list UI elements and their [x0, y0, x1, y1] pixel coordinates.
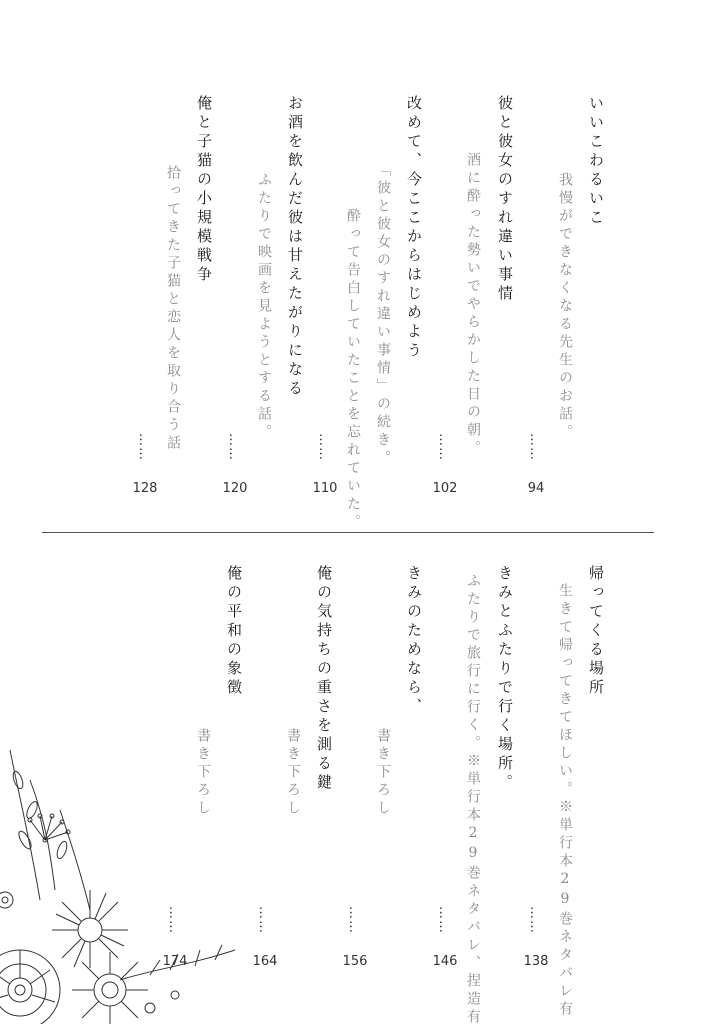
toc-desc-3a: 「彼と彼女のすれ違い事情」の続き。: [375, 162, 391, 468]
toc-desc-2: 酒に酔った勢いでやらかした日の朝。: [465, 152, 481, 458]
toc-desc-7: ふたりで旅行に行く。※単行本29巻ネタバレ、捏造有: [465, 573, 481, 1027]
page-number-5: 128: [132, 481, 158, 496]
page-number-7: 146: [432, 954, 458, 969]
leader-dots-3: ……: [316, 433, 331, 461]
toc-desc-1: 我慢ができなくなる先生のお話。: [557, 172, 573, 442]
leader-dots-6: ……: [527, 906, 542, 934]
page-number-6: 138: [523, 954, 549, 969]
leader-dots-8: ……: [346, 906, 361, 934]
toc-desc-9: 書き下ろし: [285, 728, 301, 818]
toc-title-10[interactable]: 俺の平和の象徴: [225, 565, 243, 698]
toc-desc-3b: 酔って告白していたことを忘れていた。: [345, 208, 361, 532]
page-number-8: 156: [342, 954, 368, 969]
leader-dots-4: ……: [226, 433, 241, 461]
toc-title-2[interactable]: 彼と彼女のすれ違い事情: [496, 95, 514, 304]
page-number-4: 120: [222, 481, 248, 496]
toc-title-5[interactable]: 俺と子猫の小規模戦争: [195, 95, 213, 285]
toc-title-6[interactable]: 帰ってくる場所: [587, 565, 605, 698]
toc-title-7[interactable]: きみとふたりで行く場所。: [496, 565, 514, 793]
leader-dots-1: ……: [527, 433, 542, 461]
leader-dots-5: ……: [136, 433, 151, 461]
leader-dots-9: ……: [256, 906, 271, 934]
toc-title-3[interactable]: 改めて、今ここからはじめよう: [405, 95, 423, 361]
leader-dots-7: ……: [436, 906, 451, 934]
page-number-1: 94: [527, 481, 545, 496]
toc-title-8[interactable]: きみのためなら、: [405, 565, 423, 717]
page-number-10: 174: [162, 954, 188, 969]
page-number-3: 110: [312, 481, 338, 496]
leader-dots-10: ……: [166, 906, 181, 934]
section-divider: [42, 532, 654, 533]
leader-dots-2: ……: [436, 433, 451, 461]
toc-title-4[interactable]: お酒を飲んだ彼は甘えたがりになる: [286, 95, 304, 399]
toc-title-9[interactable]: 俺の気持ちの重さを測る鍵: [315, 565, 333, 793]
toc-title-1[interactable]: いいこわるいこ: [587, 95, 605, 228]
toc-desc-5: 拾ってきた子猫と恋人を取り合う話: [165, 165, 181, 453]
floral-illustration-icon: [0, 740, 260, 1024]
page-number-2: 102: [432, 481, 458, 496]
toc-desc-8: 書き下ろし: [375, 728, 391, 818]
page-number-9: 164: [252, 954, 278, 969]
toc-desc-6: 生きて帰ってきてほしい。※単行本29巻ネタバレ有: [557, 583, 573, 1019]
toc-desc-4: ふたりで映画を見ようとする話。: [256, 172, 272, 442]
toc-desc-10: 書き下ろし: [195, 728, 211, 818]
